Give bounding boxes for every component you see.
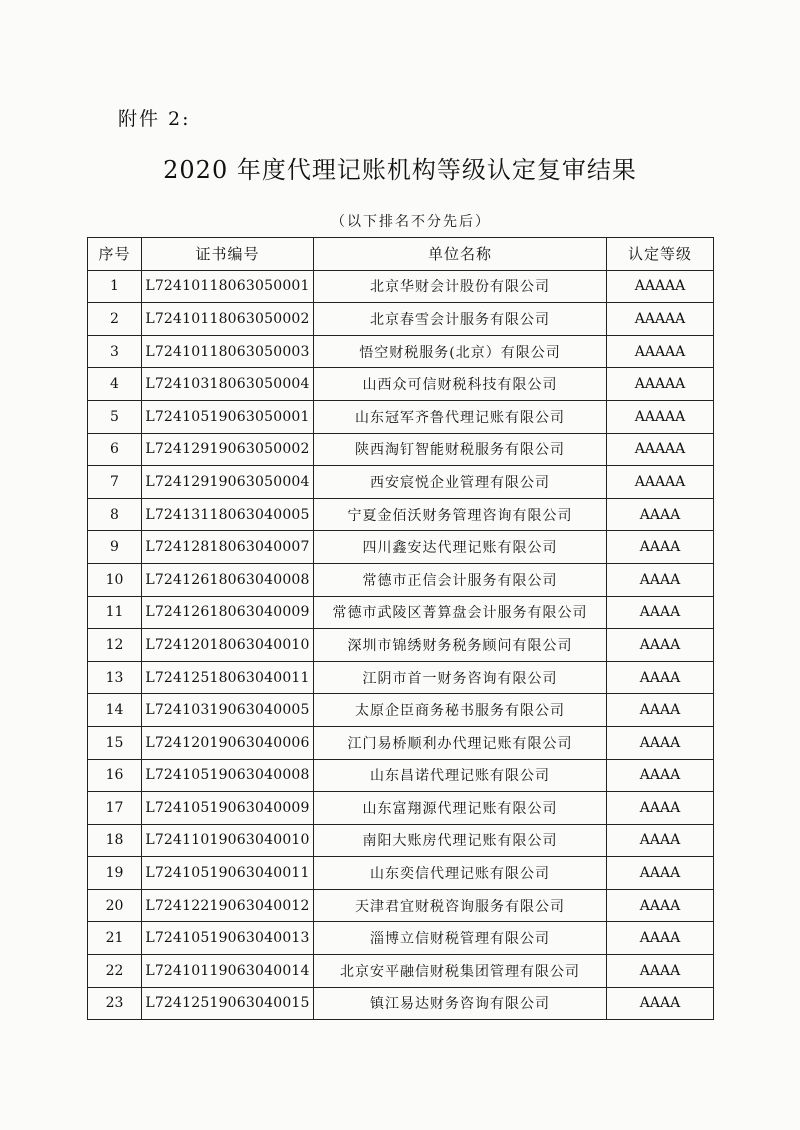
row-certificate-number: L72412018063040010	[142, 629, 314, 662]
row-grade: AAAAA	[607, 335, 714, 368]
row-certificate-number: L72410118063050001	[142, 270, 314, 303]
header-certificate-number: 证书编号	[142, 238, 314, 271]
row-company-name: 北京安平融信财税集团管理有限公司	[314, 955, 607, 988]
row-certificate-number: L72410519063040013	[142, 922, 314, 955]
row-company-name: 北京春雪会计服务有限公司	[314, 303, 607, 336]
row-company-name: 常德市正信会计服务有限公司	[314, 563, 607, 596]
row-grade: AAAA	[607, 498, 714, 531]
row-serial-number: 7	[88, 466, 142, 499]
row-company-name: 北京华财会计股份有限公司	[314, 270, 607, 303]
row-company-name: 深圳市锦绣财务税务顾问有限公司	[314, 629, 607, 662]
row-grade: AAAA	[607, 629, 714, 662]
row-grade: AAAAA	[607, 466, 714, 499]
row-certificate-number: L72410519063040008	[142, 759, 314, 792]
row-serial-number: 13	[88, 661, 142, 694]
table-row	[88, 335, 714, 368]
row-grade: AAAA	[607, 955, 714, 988]
row-company-name: 宁夏金佰沃财务管理咨询有限公司	[314, 498, 607, 531]
row-certificate-number: L72410519063040009	[142, 792, 314, 825]
row-company-name: 天津君宜财税咨询服务有限公司	[314, 889, 607, 922]
row-certificate-number: L72412618063040008	[142, 563, 314, 596]
table-row	[88, 596, 714, 629]
row-grade: AAAA	[607, 694, 714, 727]
row-grade: AAAA	[607, 857, 714, 890]
table-row	[88, 563, 714, 596]
row-company-name: 悟空财税服务(北京）有限公司	[314, 335, 607, 368]
row-certificate-number: L72413118063040005	[142, 498, 314, 531]
row-certificate-number: L72412019063040006	[142, 726, 314, 759]
document-title: 2020 年度代理记账机构等级认定复审结果	[163, 156, 637, 184]
row-serial-number: 19	[88, 857, 142, 890]
header-row	[88, 238, 714, 271]
row-certificate-number: L72410318063050004	[142, 368, 314, 401]
header-company-name: 单位名称	[314, 238, 607, 271]
table-row	[88, 759, 714, 792]
header-grade: 认定等级	[607, 238, 714, 271]
table-row	[88, 987, 714, 1020]
row-company-name: 太原企臣商务秘书服务有限公司	[314, 694, 607, 727]
row-certificate-number: L72412518063040011	[142, 661, 314, 694]
table-row	[88, 955, 714, 988]
table-row	[88, 433, 714, 466]
row-company-name: 山东富翔源代理记账有限公司	[314, 792, 607, 825]
table-row	[88, 857, 714, 890]
row-grade: AAAA	[607, 792, 714, 825]
row-serial-number: 9	[88, 531, 142, 564]
row-company-name: 山东昌诺代理记账有限公司	[314, 759, 607, 792]
row-serial-number: 2	[88, 303, 142, 336]
row-serial-number: 3	[88, 335, 142, 368]
row-grade: AAAAA	[607, 433, 714, 466]
row-grade: AAAA	[607, 759, 714, 792]
table-row	[88, 466, 714, 499]
row-certificate-number: L72410519063040011	[142, 857, 314, 890]
row-certificate-number: L72410519063050001	[142, 400, 314, 433]
row-serial-number: 22	[88, 955, 142, 988]
table-row	[88, 922, 714, 955]
row-grade: AAAA	[607, 726, 714, 759]
row-serial-number: 15	[88, 726, 142, 759]
row-company-name: 淄博立信财税管理有限公司	[314, 922, 607, 955]
row-serial-number: 8	[88, 498, 142, 531]
row-grade: AAAA	[607, 922, 714, 955]
row-serial-number: 21	[88, 922, 142, 955]
row-serial-number: 4	[88, 368, 142, 401]
row-company-name: 江门易桥顺利办代理记账有限公司	[314, 726, 607, 759]
row-grade: AAAA	[607, 987, 714, 1020]
row-serial-number: 17	[88, 792, 142, 825]
row-serial-number: 18	[88, 824, 142, 857]
row-grade: AAAAA	[607, 303, 714, 336]
row-grade: AAAA	[607, 661, 714, 694]
row-certificate-number: L72410118063050003	[142, 335, 314, 368]
row-grade: AAAAA	[607, 400, 714, 433]
row-grade: AAAAA	[607, 368, 714, 401]
table-row	[88, 661, 714, 694]
row-certificate-number: L72410118063050002	[142, 303, 314, 336]
table-row	[88, 726, 714, 759]
row-serial-number: 20	[88, 889, 142, 922]
row-grade: AAAA	[607, 889, 714, 922]
row-serial-number: 11	[88, 596, 142, 629]
row-company-name: 镇江易达财务咨询有限公司	[314, 987, 607, 1020]
row-serial-number: 12	[88, 629, 142, 662]
row-grade: AAAAA	[607, 270, 714, 303]
row-grade: AAAA	[607, 824, 714, 857]
table-header	[88, 238, 714, 271]
row-serial-number: 14	[88, 694, 142, 727]
attachment-label: 附件 2:	[118, 108, 191, 130]
header-serial-number: 序号	[88, 238, 142, 271]
row-certificate-number: L72410319063040005	[142, 694, 314, 727]
row-certificate-number: L72412818063040007	[142, 531, 314, 564]
row-certificate-number: L72412519063040015	[142, 987, 314, 1020]
table-row	[88, 368, 714, 401]
row-serial-number: 1	[88, 270, 142, 303]
table-row	[88, 889, 714, 922]
document-subtitle: （以下排名不分先后）	[331, 214, 491, 230]
row-company-name: 西安宸悦企业管理有限公司	[314, 466, 607, 499]
row-company-name: 山东奕信代理记账有限公司	[314, 857, 607, 890]
row-grade: AAAA	[607, 531, 714, 564]
row-company-name: 陕西淘钉智能财税服务有限公司	[314, 433, 607, 466]
table-row	[88, 498, 714, 531]
row-serial-number: 23	[88, 987, 142, 1020]
table-row	[88, 270, 714, 303]
row-certificate-number: L72410119063040014	[142, 955, 314, 988]
row-serial-number: 16	[88, 759, 142, 792]
row-company-name: 山东冠军齐鲁代理记账有限公司	[314, 400, 607, 433]
table-row	[88, 792, 714, 825]
row-grade: AAAA	[607, 563, 714, 596]
row-company-name: 四川鑫安达代理记账有限公司	[314, 531, 607, 564]
table-row	[88, 824, 714, 857]
table-row	[88, 694, 714, 727]
table-row	[88, 629, 714, 662]
row-serial-number: 10	[88, 563, 142, 596]
row-certificate-number: L72412618063040009	[142, 596, 314, 629]
row-company-name: 常德市武陵区菁算盘会计服务有限公司	[314, 596, 607, 629]
row-certificate-number: L72412219063040012	[142, 889, 314, 922]
row-company-name: 南阳大账房代理记账有限公司	[314, 824, 607, 857]
row-grade: AAAA	[607, 596, 714, 629]
row-certificate-number: L72412919063050004	[142, 466, 314, 499]
results-table	[87, 237, 714, 1020]
row-certificate-number: L72412919063050002	[142, 433, 314, 466]
row-serial-number: 5	[88, 400, 142, 433]
row-serial-number: 6	[88, 433, 142, 466]
row-company-name: 江阴市首一财务咨询有限公司	[314, 661, 607, 694]
table-row	[88, 531, 714, 564]
row-company-name: 山西众可信财税科技有限公司	[314, 368, 607, 401]
table-row	[88, 303, 714, 336]
row-certificate-number: L72411019063040010	[142, 824, 314, 857]
table-row	[88, 400, 714, 433]
table-body	[88, 270, 714, 1020]
